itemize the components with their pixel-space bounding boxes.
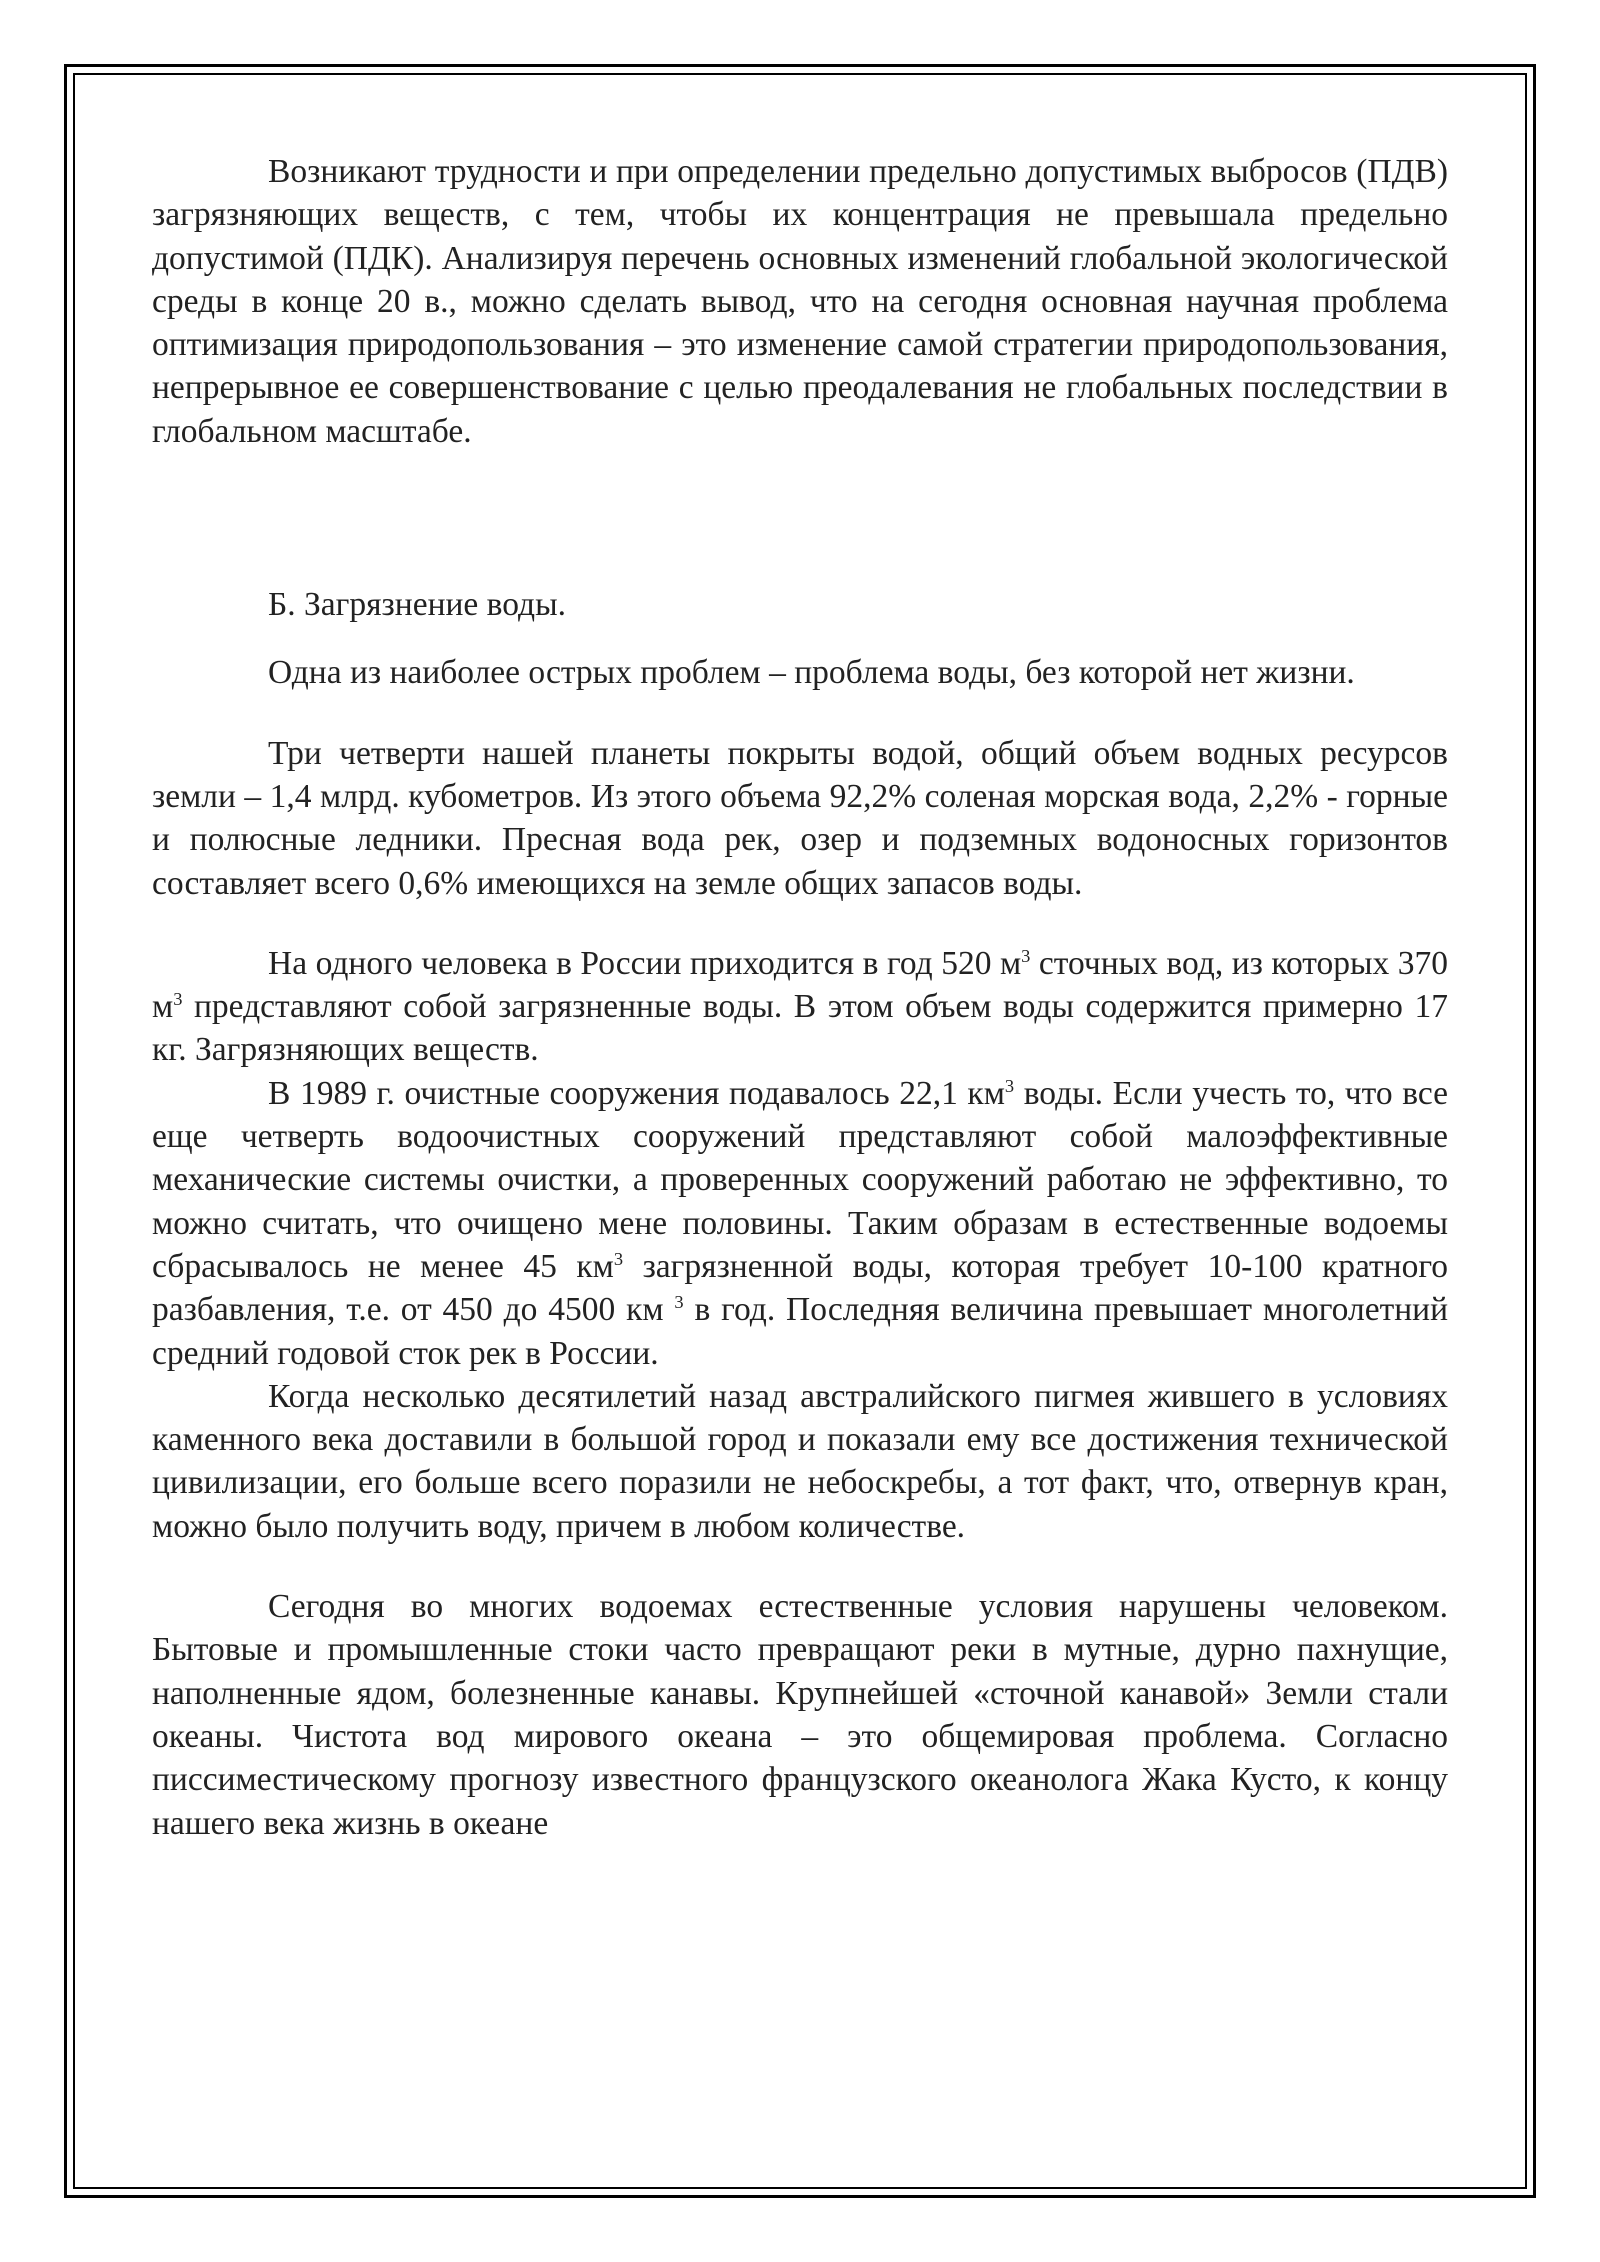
paragraph-pygmy: Когда несколько десятилетий назад австралийского пигмея жившего в условиях каменного века доставили в большой город и показали ему все достижения технической цивилизации, его больше всего поразили не небоскребы, а тот факт, что, отвернув кран, можно было получить воду, причем в любом количестве. (152, 1377, 1448, 1545)
paragraph-wastewater-per-person: На одного человека в России приходится в год 520 $м^3$ сточных вод, из которых 370 $м^3$ представляют собой загрязненные воды. В этом объем воды содержится примерно 17 кг. Загрязняющих веществ. (152, 944, 1448, 1069)
paragraph-water-resources: Три четверти нашей планеты покрыты водой, общий объем водных ресурсов земли – 1,4 млрд. кубометров. Из этого объема 92,2% соленая морская вода, 2,2% - горные и полюсные ледники. Пресная вода рек, озер и подземных водоносных горизонтов составляет всего 0,6% имеющихся на земле общих запасов воды. (152, 734, 1448, 902)
spacer (152, 453, 1448, 583)
section-heading: Б. Загрязнение воды. (268, 586, 566, 624)
spacer (152, 626, 1448, 651)
spacer (152, 1548, 1448, 1585)
document-body (152, 150, 1448, 1845)
spacer (152, 905, 1448, 942)
paragraph-pdv: Возникают трудности и при определении предельно допустимых выбросов (ПДВ) загрязняющих веществ, с тем, чтобы их концентрация не превышала предельно допустимой (ПДК). Анализируя перечень основных изменений глобальной экологической среды в конце 20 в., можно сделать вывод, что на сегодня основная научная проблема оптимизация природопользования – это изменение самой стратегии природопользования, непрерывное ее совершенствование с целью преодалевания не глобальных последствии в глобальном масштабе. (152, 153, 1448, 450)
paragraph-water-problem: Одна из наиболее острых проблем – проблема воды, без которой нет жизни. (268, 654, 1355, 692)
paragraph-ocean-pollution: Сегодня во многих водоемах естественные условия нарушены человеком. Бытовые и промышленные стоки часто превращают реки в мутные, дурно пахнущие, наполненные ядом, болезненные канавы. Крупнейшей «сточной канавой» Земли стали океаны. Чистота вод мирового океана – это общемировая проблема. Согласно писсиместическому прогнозу известного французского океанолога Жака Кусто, к концу нашего века жизнь в океане (152, 1588, 1448, 1842)
paragraph-treatment-1989: В 1989 г. очистные сооружения подавалось 22,1 $км^3$ воды. Если учесть то, что все еще четверть водоочистных сооружений представляют собой малоэффективные механические системы очистки, а проверенных сооружений работаю не эффективно, то можно считать, что очищено мене половины. Таким образам в естественные водоемы сбрасывалось не менее 45 $км^3$ загрязненной воды, которая требует 10-100 кратного разбавления, т.е. от 450 до 4500 км $^3$ в год. Последняя величина превышает многолетний средний годовой сток рек в России. (152, 1074, 1449, 1372)
spacer (152, 695, 1448, 732)
